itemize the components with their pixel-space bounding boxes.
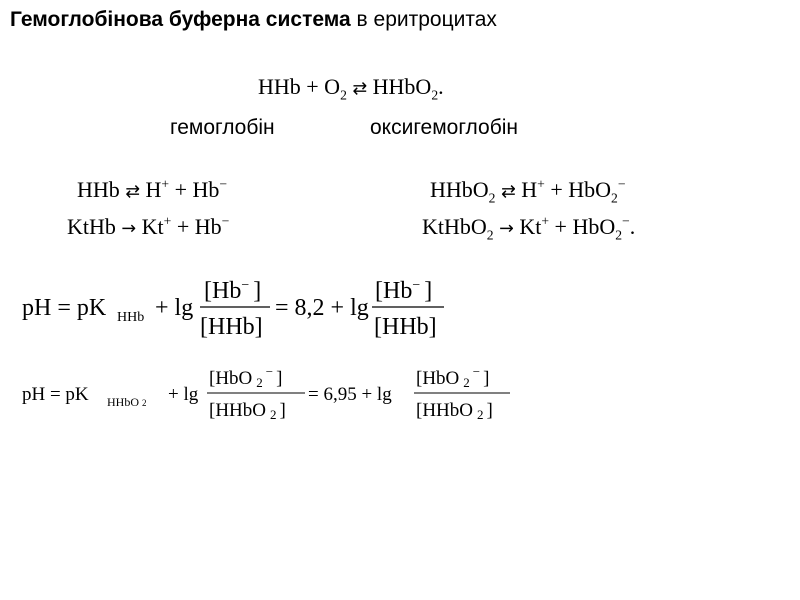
reversible-arrow-icon: ⇄ [352,79,368,99]
f1-num: [Hb− ] [204,278,262,304]
f2-plus-lg: + lg [168,384,199,405]
eq2-c: + Hb [171,214,222,239]
f2-den: [HHbO 2 ] [209,400,286,422]
eq1-c-sup: − [219,176,228,192]
f2-lhs: pH = pK [22,384,89,405]
f2-k-sub: HHbO 2 [107,395,147,409]
eq4-b-sup: + [541,213,550,229]
main-equation [258,74,444,103]
eq2-b-sup: + [163,213,172,229]
f1-plus-lg: + lg [155,295,194,321]
equation-hhbo2-dissociation [430,176,626,206]
eq4-tail: . [629,214,636,239]
eq3-c: + HbO [544,177,611,202]
f2-den2: [HHbO 2 ] [416,400,493,422]
eq3-c-sup: − [617,176,626,192]
f1-k-sub: HHb [117,310,145,325]
formula-ph-hhbo2 [0,360,800,430]
main-eq-tail: . [438,74,444,99]
f2-mid: = 6,95 + lg [308,384,392,405]
eq4-c: + HbO [549,214,616,239]
eq3-a-sub: 2 [488,190,496,206]
f1-den2: [HHb] [374,314,437,340]
f1-mid: = 8,2 + lg [275,295,369,321]
f2-num2: [HbO 2− ] [416,364,490,390]
eq3-b-sup: + [537,176,545,192]
equation-hhb-dissociation [77,177,227,203]
page-title [10,8,497,32]
f1-den: [HHb] [200,314,263,340]
eq4-c-sub: 2 [615,227,623,243]
eq4-b: Kt [513,214,542,239]
eq1-a: HHb [77,177,126,202]
eq2-b: Kt [136,214,164,239]
right-arrow-icon: → [121,219,137,239]
eq1-b: H [140,177,162,202]
main-eq-o2-sub: 2 [340,87,347,103]
eq3-c-sub: 2 [611,190,618,206]
f2-num: [HbO 2− ] [209,364,283,390]
eq3-b: H [515,177,538,202]
eq2-a: KtHb [67,214,122,239]
reversible-arrow-icon: ⇄ [500,182,516,202]
eq3-a: HHbO [430,177,489,202]
eq2-c-sup: − [221,213,230,229]
title-bold: Гемоглобінова буферна система [10,8,351,31]
main-eq-rhs: HHbO [367,74,432,99]
eq1-c: + Hb [169,177,220,202]
title-rest: в еритроцитах [350,8,497,31]
f1-num2: [Hb− ] [375,278,433,304]
eq4-a: KtHbO [422,214,487,239]
label-hemoglobin: гемоглобін [170,116,275,139]
eq1-b-sup: + [161,176,170,192]
label-oxyhemoglobin: оксигемоглобін [370,116,518,139]
f1-lhs: pH = pK [22,295,107,321]
main-eq-rhs-sub: 2 [431,87,439,103]
equation-kthb-dissociation [67,214,229,240]
equation-kthbo2-dissociation [422,213,636,243]
formula-ph-hhb [0,270,800,350]
eq4-a-sub: 2 [486,227,494,243]
main-eq-lhs: HHb + O [258,74,341,99]
right-arrow-icon: → [499,219,514,239]
reversible-arrow-icon: ⇄ [125,182,141,202]
eq4-c-sup: − [622,213,630,229]
